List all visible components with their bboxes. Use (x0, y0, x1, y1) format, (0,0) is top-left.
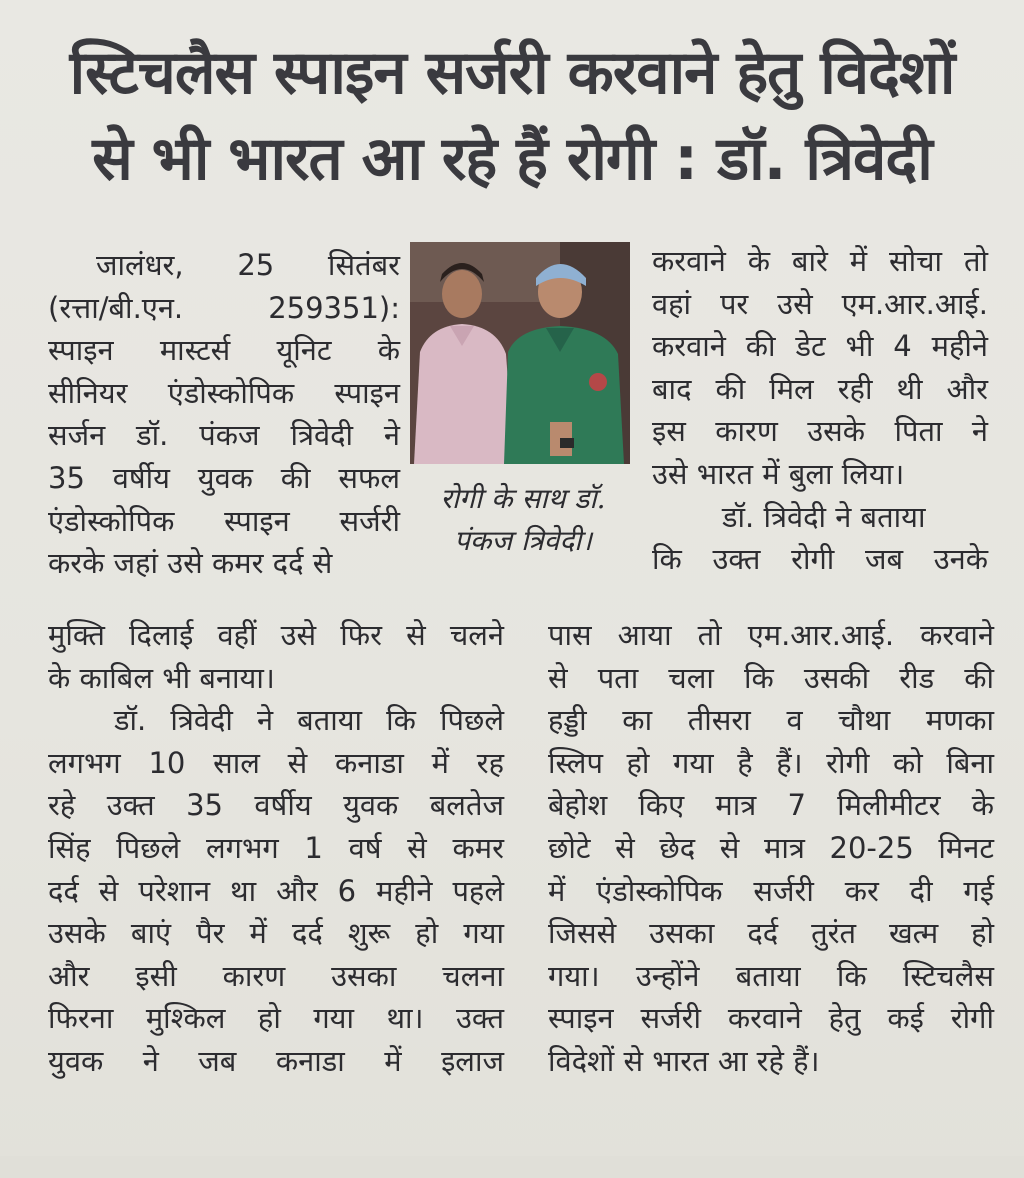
article-line: बाद की मिल रही थी और (652, 371, 988, 406)
article-photo (410, 242, 630, 464)
headline-line-1: स्टिचलैस स्पाइन सर्जरी करवाने हेतु विदेशों (69, 38, 955, 108)
caption-line-1: रोगी के साथ डॉ. (440, 482, 606, 515)
article-line: एंडोस्कोपिक स्पाइन सर्जरी (48, 503, 400, 538)
article-line: स्पाइन मास्टर्स यूनिट के (48, 333, 400, 368)
page-bottom-edge (0, 1156, 1024, 1178)
article-line: गया। उन्होंने बताया कि स्टिचलैस (548, 958, 994, 993)
article-line: दर्द से परेशान था और 6 महीने पहले (48, 873, 504, 908)
article-line: डॉ. त्रिवेदी ने बताया (722, 499, 926, 534)
article-line: डॉ. त्रिवेदी ने बताया कि पिछले (114, 703, 504, 738)
article-line: सीनियर एंडोस्कोपिक स्पाइन (48, 375, 400, 410)
article-line: कि उक्त रोगी जब उनके (652, 542, 988, 577)
article-line: लगभग 10 साल से कनाडा में रह (48, 745, 504, 780)
article-line: करके जहां उसे कमर दर्द से (48, 546, 333, 581)
article-line: (रत्ता/बी.एन. 259351): (48, 290, 400, 325)
article-line: युवक ने जब कनाडा में इलाज (48, 1043, 504, 1078)
article-line: छोटे से छेद से मात्र 20-25 मिनट (548, 830, 994, 865)
caption-line-2: पंकज त्रिवेदी। (453, 524, 593, 557)
article-line: से पता चला कि उसकी रीड की (548, 660, 994, 695)
article-line: पास आया तो एम.आर.आई. करवाने (548, 618, 994, 652)
article-line: वहां पर उसे एम.आर.आई. (652, 286, 988, 321)
article-line: 35 वर्षीय युवक की सफल (48, 460, 400, 495)
article-line: करवाने की डेट भी 4 महीने (652, 329, 988, 364)
photo-caption (412, 478, 634, 562)
article-line: के काबिल भी बनाया। (48, 660, 275, 695)
article-line: इस कारण उसके पिता ने (652, 414, 988, 449)
photo-image (410, 242, 630, 464)
article-line: उसे भारत में बुला लिया। (652, 456, 905, 491)
article-line: स्लिप हो गया है हैं। रोगी को बिना (548, 745, 994, 780)
article-line: उसके बाएं पैर में दर्द शुरू हो गया (48, 916, 504, 951)
article-line: स्पाइन सर्जरी करवाने हेतु कई रोगी (548, 1001, 994, 1036)
article-line: हड्डी का तीसरा व चौथा मणका (548, 703, 994, 738)
article-line: जिससे उसका दर्द तुरंत खत्म हो (548, 916, 994, 951)
article-line: रहे उक्त 35 वर्षीय युवक बलतेज (48, 788, 504, 823)
article-line: फिरना मुश्किल हो गया था। उक्त (48, 1001, 504, 1036)
article-column-left-bottom (48, 614, 504, 1083)
article-column-left-top (48, 244, 400, 585)
article-line: में एंडोस्कोपिक सर्जरी कर दी गई (548, 873, 994, 908)
article-line: सर्जन डॉ. पंकज त्रिवेदी ने (48, 418, 400, 453)
article-column-right-top (652, 240, 988, 581)
article-line: सिंह पिछले लगभग 1 वर्ष से कमर (48, 830, 504, 865)
article-line: करवाने के बारे में सोचा तो (652, 244, 988, 278)
article-line: जालंधर, 25 सितंबर (96, 248, 400, 282)
article-line: बेहोश किए मात्र 7 मिलीमीटर के (548, 788, 994, 823)
article-column-right-bottom (548, 614, 994, 1083)
article-headline (20, 30, 1004, 202)
article-line: विदेशों से भारत आ रहे हैं। (548, 1043, 820, 1078)
headline-line-2: से भी भारत आ रहे हैं रोगी : डॉ. त्रिवेदी (92, 124, 932, 194)
article-line: मुक्ति दिलाई वहीं उसे फिर से चलने (48, 618, 504, 652)
article-line: और इसी कारण उसका चलना (48, 958, 504, 993)
